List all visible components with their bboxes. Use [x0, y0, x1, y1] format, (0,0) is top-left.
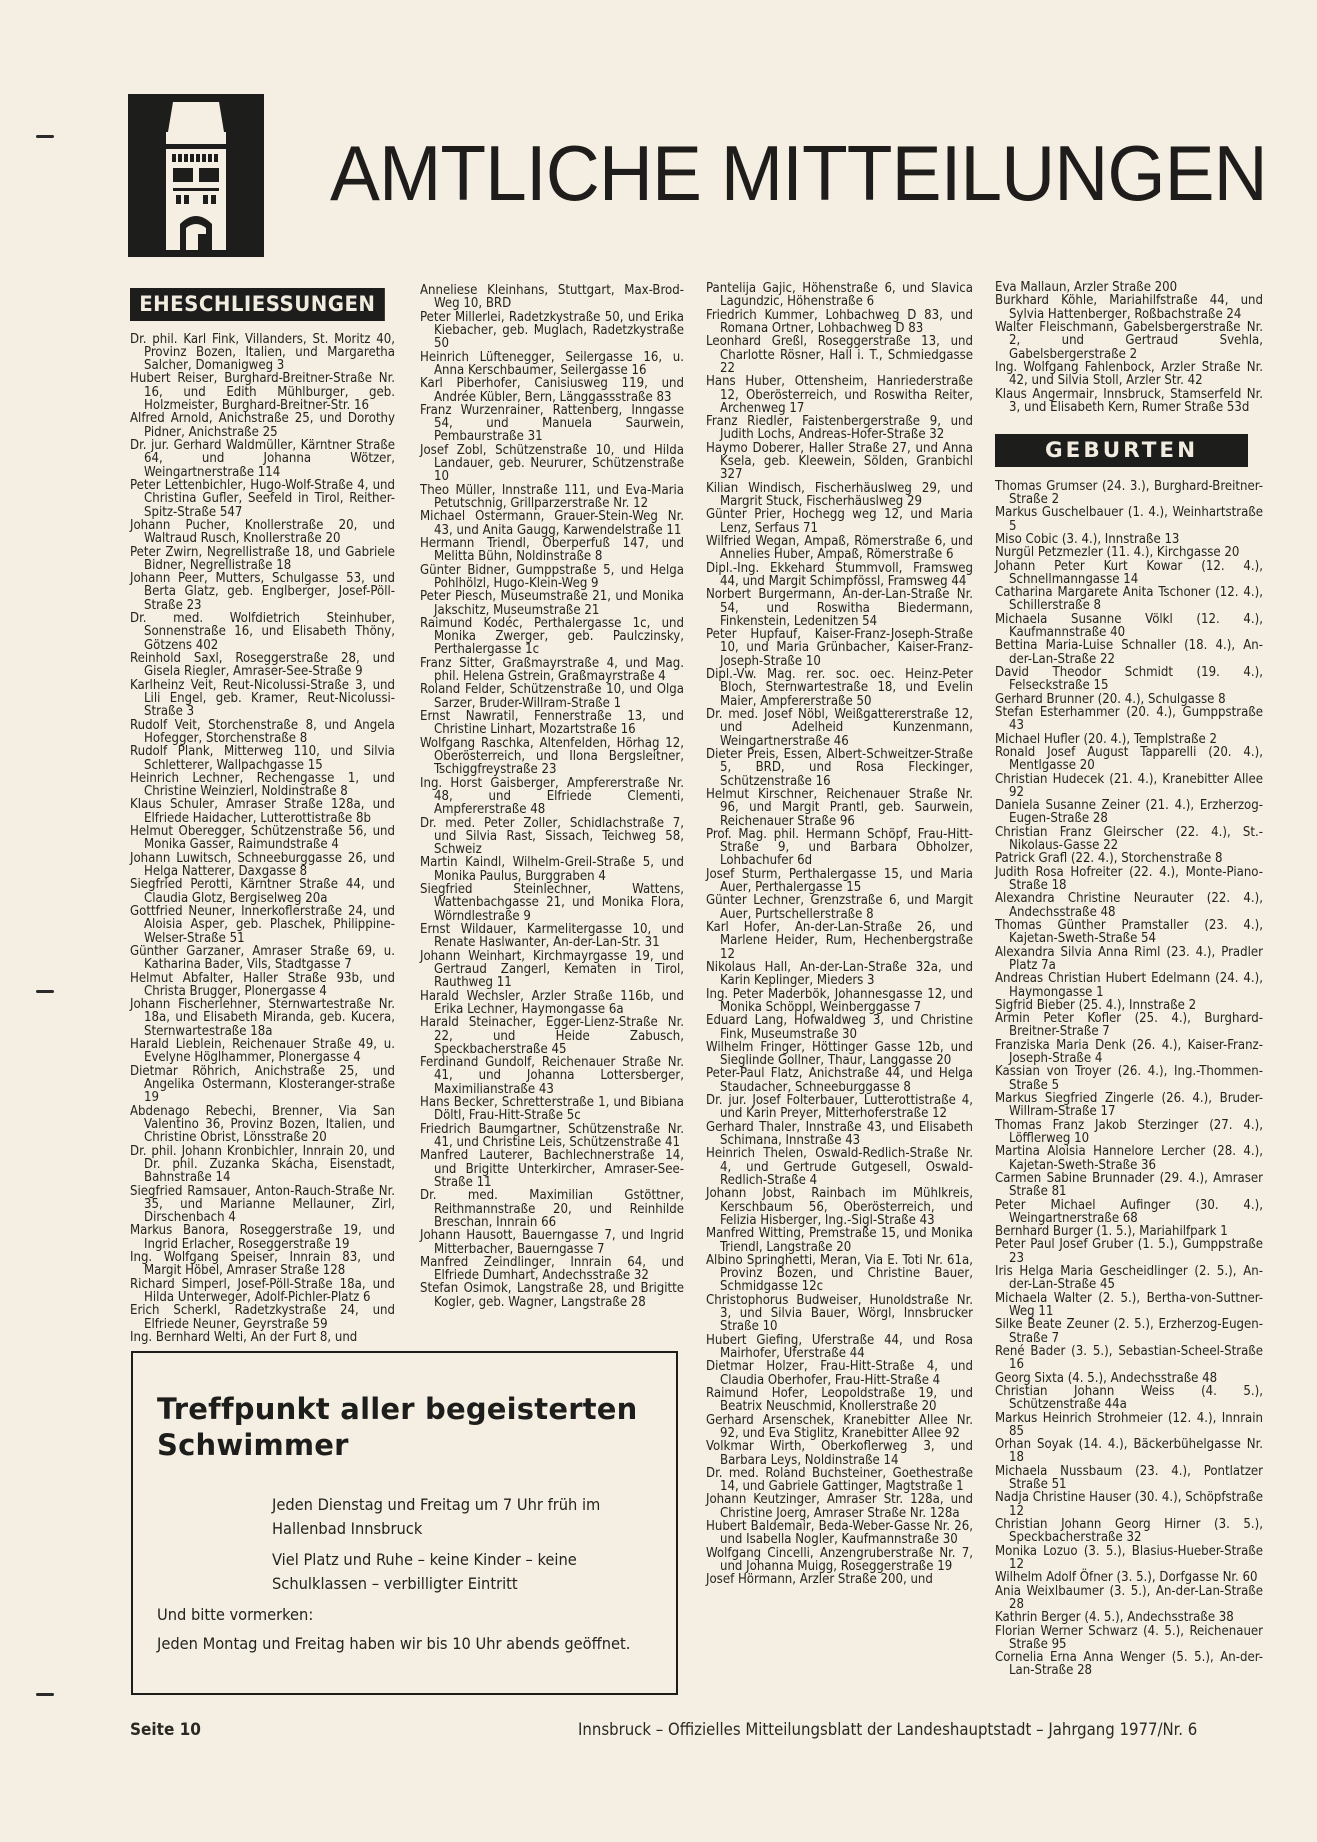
marriage-entry: Markus Banora, Roseggerstraße 19, und Ingrid Erlacher, Roseggerstraße 19: [130, 1223, 395, 1252]
marriage-entry: Harald Lieblein, Reichenauer Straße 49, u. Evelyne Höglhammer, Plonergasse 4: [130, 1037, 395, 1066]
marriage-entry: Karl Hofer, An-der-Lan-Straße 26, und Marlene Heider, Rum, Hechenbergstraße 12: [706, 920, 973, 962]
marriage-entry: Peter Piesch, Museumstraße 21, und Monika Jakschitz, Museumstraße 21: [420, 589, 684, 618]
marriage-entry: Albino Springhetti, Meran, Via E. Toti Nr. 61a, Provinz Bozen, und Christine Bauer, Schmidgasse 12c: [706, 1252, 973, 1295]
marriage-entry: Wilhelm Fringer, Höttinger Gasse 12b, und Sieglinde Gollner, Thaur, Langgasse 20: [706, 1039, 973, 1069]
marriage-entry: Helmut Abfalter, Haller Straße 93b, und Christa Brugger, Plonergasse 4: [130, 970, 395, 999]
marriage-entry: Johann Luwitsch, Schneeburggasse 26, und Helga Natterer, Daxgasse 8: [130, 850, 395, 879]
marriage-entry: Gerhard Thaler, Innstraße 43, und Elisabeth Schimana, Innstraße 43: [706, 1119, 973, 1148]
column-3: [706, 282, 973, 1587]
birth-entry: Christian Franz Gleirscher (22. 4.), St.-Nikolaus-Gasse 22: [995, 824, 1263, 854]
marriages-list-4: [995, 281, 1263, 414]
publication-footer: Innsbruck – Offizielles Mitteilungsblatt der Landeshauptstadt – Jahrgang 1977/Nr. 6: [578, 1720, 1198, 1739]
birth-entry: Florian Werner Schwarz (4. 5.), Reichenauer Straße 95: [995, 1623, 1263, 1652]
marriage-entry: Franz Wurzenrainer, Rattenberg, Inngasse 54, und Manuela Saurwein, Pembaurstraße 31: [420, 402, 684, 445]
birth-entry: Bettina Maria-Luise Schnaller (18. 4.), An-der-Lan-Straße 22: [995, 638, 1263, 667]
marriage-entry: Karl Piberhofer, Canisiusweg 119, und Andrée Kübler, Bern, Länggassstraße 83: [420, 376, 684, 405]
birth-entry: Silke Beate Zeuner (2. 5.), Erzherzog-Eugen-Straße 7: [995, 1317, 1263, 1346]
birth-entry: Christian Johann Weiss (4. 5.), Schützenstraße 44a: [995, 1383, 1263, 1413]
birth-entry: Stefan Esterhammer (20. 4.), Gumppstraße 43: [995, 704, 1263, 734]
marriage-entry: Josef Zobl, Schützenstraße 10, und Hilda Landauer, geb. Neururer, Schützenstraße 10: [420, 442, 684, 485]
birth-entry: Orhan Soyak (14. 4.), Bäckerbühelgasse Nr. 18: [995, 1437, 1263, 1466]
birth-entry: Armin Peter Kofler (25. 4.), Burghard-Breitner-Straße 7: [995, 1011, 1263, 1040]
marriage-entry: Nikolaus Hall, An-der-Lan-Straße 32a, und Karin Keplinger, Mieders 3: [706, 959, 973, 989]
marriage-entry: Johann Jobst, Rainbach im Mühlkreis, Kerschbaum 56, Oberösterreich, und Felizia Hisberger, Ing.-Sigl-Straße 43: [706, 1186, 973, 1228]
marriage-entry: Johann Fischerlehner, Sternwartestraße Nr. 18a, und Elisabeth Miranda, geb. Kucera, Sternwartestraße 18a: [130, 997, 395, 1039]
marriage-entry: Dietmar Röhrich, Anichstraße 25, und Angelika Ostermann, Klosteranger-straße 19: [130, 1063, 395, 1106]
margin-mark: [36, 990, 54, 993]
marriage-entry: Theo Müller, Innstraße 111, und Eva-Maria Petutschnig, Grillparzerstraße Nr. 12: [420, 482, 684, 511]
marriage-entry: Wilfried Wegan, Ampaß, Römerstraße 6, und Annelies Huber, Ampaß, Römerstraße 6: [706, 533, 973, 563]
marriage-entry: Rudolf Plank, Mitterweg 110, und Silvia Schletterer, Wallpachgasse 15: [130, 744, 395, 773]
birth-entry: Kassian von Troyer (26. 4.), Ing.-Thommen-Straße 5: [995, 1064, 1263, 1093]
birth-entry: Cornelia Erna Anna Wenger (5. 5.), An-der-Lan-Straße 28: [995, 1650, 1263, 1679]
marriage-entry: Siegfried Steinlechner, Wattens, Wattenbachgasse 21, und Monika Flora, Wörndlestraße 9: [420, 882, 684, 924]
marriage-entry: Norbert Burgermann, An-der-Lan-Straße Nr. 54, und Roswitha Biedermann, Finkenstein, Ledenitzen 54: [706, 587, 973, 629]
marriage-entry: Hans Huber, Ottensheim, Hanriederstraße 12, Oberösterreich, und Roswitha Reiter, Archenweg 17: [706, 374, 973, 416]
birth-entry: Michaela Susanne Völkl (12. 4.), Kaufmannstraße 40: [995, 611, 1263, 641]
marriage-entry: Anneliese Kleinhans, Stuttgart, Max-Brod-Weg 10, BRD: [420, 283, 684, 312]
birth-entry: Peter Paul Josef Gruber (1. 5.), Gumppstraße 23: [995, 1237, 1263, 1266]
marriage-entry: Dr. jur. Josef Folterbauer, Lutterottistraße 4, und Karin Preyer, Mitterhoferstraße 12: [706, 1093, 973, 1122]
birth-entry: Daniela Susanne Zeiner (21. 4.), Erzherzog-Eugen-Straße 28: [995, 798, 1263, 827]
marriage-entry: Günter Lechner, Grenzstraße 6, und Margit Auer, Purtschellerstraße 8: [706, 893, 973, 922]
birth-entry: Martina Aloisia Hannelore Lercher (28. 4.), Kajetan-Sweth-Straße 36: [995, 1144, 1263, 1173]
births-list: [995, 480, 1263, 1678]
page-title: AMTLICHE MITTEILUNGEN: [330, 129, 1267, 217]
marriage-entry: Ernst Wildauer, Karmelitergasse 10, und Renate Haslwanter, An-der-Lan-Str. 31: [420, 922, 684, 951]
marriage-entry: Eva Mallaun, Arzler Straße 200: [995, 280, 1178, 295]
margin-mark: [36, 1693, 54, 1696]
birth-entry: Alexandra Christine Neurauter (22. 4.), Andechsstraße 48: [995, 891, 1263, 920]
marriage-entry: Pantelija Gajic, Höhenstraße 6, und Slavica Lagundzic, Höhenstraße 6: [706, 281, 973, 310]
marriage-entry: Günther Garzaner, Amraser Straße 69, u. Katharina Bader, Vils, Stadtgasse 7: [130, 943, 395, 973]
birth-entry: Sigfrid Bieber (25. 4.), Innstraße 2: [995, 997, 1197, 1013]
marriage-entry: Erich Scherkl, Radetzkystraße 24, und Elfriede Neuner, Geyrstraße 59: [130, 1303, 395, 1332]
marriage-entry: Johann Pucher, Knollerstraße 20, und Waltraud Rusch, Knollerstraße 20: [130, 517, 395, 547]
birth-entry: David Theodor Schmidt (19. 4.), Felseckstraße 15: [995, 665, 1263, 694]
ad-line: Viel Platz und Ruhe – keine Kinder – keine Schulklassen – verbilligter Eintritt: [272, 1550, 577, 1593]
section-heading-marriages: EHESCHLIESSUNGEN: [130, 288, 385, 321]
marriage-entry: Dr. med. Wolfdietrich Steinhuber, Sonnenstraße 16, und Elisabeth Thöny, Götzens 402: [130, 611, 395, 653]
marriage-entry: Manfred Lauterer, Bachlechnerstraße 14, und Brigitte Unterkircher, Amraser-See-Straße 11: [420, 1148, 684, 1190]
marriage-entry: Günter Prier, Hochegg weg 12, und Maria Lenz, Serfaus 71: [706, 507, 973, 536]
birth-entry: Ronald Josef August Tapparelli (20. 4.), Mentlgasse 20: [995, 744, 1263, 774]
marriage-entry: Dipl.-Vw. Mag. rer. soc. oec. Heinz-Peter Bloch, Sternwartestraße 18, und Evelin Maier, Ampfererstraße 50: [706, 667, 973, 709]
marriage-entry: Dr. med. Maximilian Gstöttner, Reithmannstraße 20, und Reinhilde Breschan, Innrain 66: [420, 1188, 684, 1230]
birth-entry: René Bader (3. 5.), Sebastian-Scheel-Straße 16: [995, 1343, 1263, 1373]
birth-entry: Franziska Maria Denk (26. 4.), Kaiser-Franz-Joseph-Straße 4: [995, 1037, 1263, 1067]
birth-entry: Carmen Sabine Brunnader (29. 4.), Amraser Straße 81: [995, 1170, 1263, 1200]
marriage-entry: Peter Hupfauf, Kaiser-Franz-Joseph-Straße 10, und Maria Grünbacher, Kaiser-Franz-Joseph-Straße 10: [706, 627, 973, 669]
ad-line: Jeden Montag und Freitag haben wir bis 10 Uhr abends geöffnet.: [157, 1634, 631, 1653]
marriage-entry: Hubert Giefing, Uferstraße 44, und Rosa Mairhofer, Uferstraße 44: [706, 1332, 973, 1361]
marriage-entry: Ing. Wolfgang Speiser, Innrain 83, und Margit Höbel, Amraser Straße 128: [130, 1250, 395, 1279]
birth-entry: Markus Siegfried Zingerle (26. 4.), Bruder-Willram-Straße 17: [995, 1091, 1263, 1120]
birth-entry: Andreas Christian Hubert Edelmann (24. 4.), Haymongasse 1: [995, 971, 1263, 1000]
margin-mark: [36, 135, 54, 138]
birth-entry: Ania Weixlbaumer (3. 5.), An-der-Lan-Straße 28: [995, 1583, 1263, 1612]
birth-entry: Catharina Margarete Anita Tschoner (12. 4.), Schillerstraße 8: [995, 585, 1263, 614]
marriage-entry: Raimund Hofer, Leopoldstraße 19, und Beatrix Neuschmid, Knollerstraße 20: [706, 1385, 973, 1415]
marriage-entry: Friedrich Baumgartner, Schützenstraße Nr. 41, und Christine Leis, Schützenstraße 41: [420, 1121, 684, 1150]
marriage-entry: Gerhard Arsenschek, Kranebitter Allee Nr. 92, und Eva Stiglitz, Kranebitter Allee 92: [706, 1412, 973, 1441]
marriage-entry: Roland Felder, Schützenstraße 10, und Olga Sarzer, Bruder-Willram-Straße 1: [420, 682, 684, 711]
marriage-entry: Haymo Doberer, Haller Straße 27, und Anna Ksela, geb. Kleewein, Sölden, Granbichl 327: [706, 440, 973, 483]
marriage-entry: Manfred Zeindlinger, Innrain 64, und Elfriede Dumhart, Andechsstraße 32: [420, 1254, 684, 1284]
birth-entry: Thomas Grumser (24. 3.), Burghard-Breitner-Straße 2: [995, 478, 1263, 507]
marriage-entry: Harald Wechsler, Arzler Straße 116b, und Erika Lechner, Haymongasse 6a: [420, 988, 684, 1017]
marriage-entry: Johann Hausott, Bauerngasse 7, und Ingrid Mitterbacher, Bauerngasse 7: [420, 1228, 684, 1257]
birth-entry: Miso Cobic (3. 4.), Innstraße 13: [995, 531, 1180, 547]
marriage-entry: Dr. phil. Karl Fink, Villanders, St. Moritz 40, Provinz Bozen, Italien, und Margaretha Salcher, Domanigweg 3: [130, 331, 395, 374]
column-4: [995, 281, 1263, 1678]
marriage-entry: Heinrich Lechner, Rechengasse 1, und Christine Weinzierl, Noldinstraße 8: [130, 770, 395, 800]
marriage-entry: Christophorus Budweiser, Hunoldstraße Nr. 3, und Silvia Bauer, Wörgl, Innsbrucker Straße 10: [706, 1292, 973, 1335]
birth-entry: Nurgül Petzmezler (11. 4.), Kirchgasse 20: [995, 545, 1240, 561]
marriage-entry: Johann Keutzinger, Amraser Str. 128a, und Christine Joerg, Amraser Straße Nr. 128a: [706, 1492, 973, 1521]
marriage-entry: Dr. jur. Gerhard Waldmüller, Kärntner Straße 64, und Johanna Wötzer, Weingartnerstraße 114: [130, 438, 395, 480]
marriage-entry: Leonhard Greßl, Roseggerstraße 13, und Charlotte Rösner, Hall i. T., Schmiedgasse 22: [706, 334, 973, 376]
marriage-entry: Dipl.-Ing. Ekkehard Stummvoll, Framsweg 44, und Margit Schimpfössl, Framsweg 44: [706, 560, 973, 589]
birth-entry: Iris Helga Maria Gescheidlinger (2. 5.), An-der-Lan-Straße 45: [995, 1264, 1263, 1293]
marriage-entry: Klaus Angermair, Innsbruck, Stamserfeld Nr. 3, und Elisabeth Kern, Rumer Straße 53d: [995, 386, 1263, 415]
marriage-entry: Helmut Oberegger, Schützenstraße 56, und Monika Gasser, Raimundstraße 4: [130, 824, 395, 853]
birth-entry: Nadja Christine Hauser (30. 4.), Schöpfstraße 12: [995, 1490, 1263, 1519]
marriage-entry: Alfred Arnold, Anichstraße 25, und Dorothy Pidner, Anichstraße 25: [130, 411, 395, 440]
birth-entry: Bernhard Burger (1. 5.), Mariahilfpark 1: [995, 1224, 1228, 1240]
marriage-entry: Hermann Triendl, Oberperfuß 147, und Melitta Bühn, Noldinstraße 8: [420, 535, 684, 565]
marriage-entry: Harald Steinacher, Egger-Lienz-Straße Nr. 22, und Heide Zabusch, Speckbacherstraße 45: [420, 1015, 684, 1057]
marriage-entry: Dr. med. Roland Buchsteiner, Goethestraße 14, und Gabriele Gattinger, Magtstraße 1: [706, 1465, 973, 1495]
marriage-entry: Richard Simperl, Josef-Pöll-Straße 18a, und Hilda Unterweger, Adolf-Pichler-Platz 6: [130, 1276, 395, 1305]
marriage-entry: Hubert Reiser, Burghard-Breitner-Straße Nr. 16, und Edith Mühlburger, geb. Holzmeister, Burghard-Breitner-Str. 16: [130, 371, 395, 414]
column-1: [130, 286, 395, 1344]
birth-entry: Markus Heinrich Strohmeier (12. 4.), Innrain 85: [995, 1410, 1263, 1439]
marriage-entry: Klaus Schuler, Amraser Straße 128a, und Elfriede Haidacher, Lutterottistraße 8b: [130, 797, 395, 826]
marriage-entry: Kilian Windisch, Fischerhäuslweg 29, und Margrit Stuck, Fischerhäuslweg 29: [706, 480, 973, 509]
marriage-entry: Raimund Kodéc, Perthalergasse 1c, und Monika Zwerger, geb. Paulczinsky, Perthalergasse 1c: [420, 615, 684, 658]
marriage-entry: Ferdinand Gundolf, Reichenauer Straße Nr. 41, und Johanna Lottersberger, Maximilianstraße 43: [420, 1055, 684, 1097]
advertisement-box: [131, 1351, 678, 1695]
marriage-entry: Peter Zwirn, Negrellistraße 18, und Gabriele Bidner, Negrellistraße 18: [130, 544, 395, 573]
page-number: Seite 10: [130, 1720, 201, 1740]
marriage-entry: Günter Bidner, Gumppstraße 5, und Helga Pohlhölzl, Hugo-Klein-Weg 9: [420, 562, 684, 591]
marriage-entry: Walter Fleischmann, Gabelsbergerstraße Nr. 2, und Gertraud Svehla, Gabelsbergerstraße 2: [995, 319, 1263, 362]
marriage-entry: Eduard Lang, Hofwaldweg 3, und Christine Fink, Museumstraße 30: [706, 1013, 973, 1042]
birth-entry: Monika Lozuo (3. 5.), Blasius-Hueber-Straße 12: [995, 1543, 1263, 1572]
marriage-entry: Reinhold Saxl, Roseggerstraße 28, und Gisela Riegler, Amraser-See-Straße 9: [130, 651, 395, 680]
birth-entry: Thomas Franz Jakob Sterzinger (27. 4.), Löfflerweg 10: [995, 1117, 1263, 1146]
ad-title: Treffpunkt aller begeisterten Schwimmer: [157, 1392, 638, 1462]
ad-line: Und bitte vormerken:: [157, 1605, 314, 1624]
birth-entry: Alexandra Silvia Anna Riml (23. 4.), Pradler Platz 7a: [995, 944, 1263, 973]
marriage-entry: Manfred Witting, Premstraße 15, und Monika Triendl, Langstraße 20: [706, 1226, 973, 1255]
marriage-entry: Hans Becker, Schretterstraße 1, und Bibiana Döltl, Frau-Hitt-Straße 5c: [420, 1095, 684, 1124]
marriage-entry: Ing. Horst Gaisberger, Ampfererstraße Nr. 48, und Elfriede Clementi, Ampfererstraße 48: [420, 775, 684, 818]
birth-entry: Markus Guschelbauer (1. 4.), Weinhartstraße 5: [995, 505, 1263, 534]
marriage-entry: Ernst Nawratil, Fennerstraße 13, und Christine Linhart, Mozartstraße 16: [420, 709, 684, 738]
marriage-entry: Hubert Baldemair, Beda-Weber-Gasse Nr. 26, und Isabella Nogler, Kaufmannstraße 30: [706, 1519, 973, 1548]
marriage-entry: Josef Hörmann, Arzler Straße 200, und: [706, 1572, 933, 1588]
birth-entry: Johann Peter Kurt Kowar (12. 4.), Schnellmanngasse 14: [995, 558, 1263, 587]
birth-entry: Michael Hufler (20. 4.), Templstraße 2: [995, 731, 1217, 747]
marriage-entry: Peter Lettenbichler, Hugo-Wolf-Straße 4, und Christina Gufler, Seefeld in Tirol, Reither-Spitz-Straße 547: [130, 477, 395, 520]
ad-line: Jeden Dienstag und Freitag um 7 Uhr früh im Hallenbad Innsbruck: [272, 1495, 601, 1538]
birth-entry: Kathrin Berger (4. 5.), Andechsstraße 38: [995, 1610, 1234, 1626]
marriage-entry: Prof. Mag. phil. Hermann Schöpf, Frau-Hitt-Straße 9, und Barbara Obholzer, Lohbachufer 6d: [706, 826, 973, 869]
marriage-entry: Rudolf Veit, Storchenstraße 8, und Angela Hofegger, Storchenstraße 8: [130, 717, 395, 746]
marriage-entry: Heinrich Lüftenegger, Seilergasse 16, u. Anna Kerschbaumer, Seilergasse 16: [420, 349, 684, 378]
section-heading-births: GEBURTEN: [995, 434, 1248, 467]
marriage-entry: Dietmar Holzer, Frau-Hitt-Straße 4, und Claudia Oberhofer, Frau-Hitt-Straße 4: [706, 1359, 973, 1388]
marriage-entry: Siegfried Perotti, Kärntner Straße 44, und Claudia Glotz, Bergiselweg 20a: [130, 877, 395, 906]
marriage-entry: Michael Ostermann, Grauer-Stein-Weg Nr. 43, und Anita Gaugg, Karwendelstraße 11: [420, 509, 684, 538]
marriage-entry: Johann Peer, Mutters, Schulgasse 53, und Berta Glatz, geb. Englberger, Josef-Pöll-Straße 23: [130, 571, 395, 613]
marriage-entry: Abdenago Rebechi, Brenner, Via San Valentino 36, Provinz Bozen, Italien, und Christine Obrist, Lönsstraße 20: [130, 1103, 395, 1146]
birth-entry: Thomas Günther Pramstaller (23. 4.), Kajetan-Sweth-Straße 54: [995, 917, 1263, 947]
marriage-entry: Dieter Preis, Essen, Albert-Schweitzer-Straße 5, BRD, und Rosa Fleckinger, Schützenstraße 16: [706, 746, 973, 789]
birth-entry: Judith Rosa Hofreiter (22. 4.), Monte-Piano-Straße 18: [995, 864, 1263, 893]
marriage-entry: Helmut Kirschner, Reichenauer Straße Nr. 96, und Margit Prantl, geb. Saurwein, Reichenauer Straße 96: [706, 786, 973, 829]
marriage-entry: Johann Weinhart, Kirchmayrgasse 19, und Gertraud Zangerl, Kematen in Tirol, Rauthweg 11: [420, 948, 684, 991]
marriage-entry: Peter-Paul Flatz, Anichstraße 44, und Helga Staudacher, Schneeburggasse 8: [706, 1066, 973, 1095]
marriage-entry: Franz Riedler, Faistenbergerstraße 9, und Judith Lochs, Andreas-Hofer-Straße 32: [706, 414, 973, 443]
marriage-entry: Heinrich Thelen, Oswald-Redlich-Straße Nr. 4, und Gertrude Gutgesell, Oswald-Redlich-Straße 4: [706, 1146, 973, 1188]
marriages-list-2: [420, 284, 684, 1309]
birth-entry: Christian Hudecek (21. 4.), Kranebitter Allee 92: [995, 771, 1263, 800]
marriage-entry: Ing. Wolfgang Fahlenbock, Arzler Straße Nr. 42, und Silvia Stoll, Arzler Str. 42: [995, 359, 1263, 389]
birth-entry: Christian Johann Georg Hirner (3. 5.), Speckbacherstraße 32: [995, 1517, 1263, 1546]
marriage-entry: Karlheinz Veit, Reut-Nicolussi-Straße 3, und Lili Engel, geb. Kramer, Reut-Nicolussi-Straße 3: [130, 677, 395, 720]
marriage-entry: Dr. med. Josef Nöbl, Weißgattererstraße 12, und Adelheid Kunzenmann, Weingartnerstraße 46: [706, 707, 973, 749]
marriage-entry: Martin Kaindl, Wilhelm-Greil-Straße 5, und Monika Paulus, Burggraben 4: [420, 855, 684, 884]
marriage-entry: Peter Millerlei, Radetzkystraße 50, und Erika Kiebacher, geb. Muglach, Radetzkystraße 50: [420, 309, 684, 352]
marriage-entry: Dr. phil. Johann Kronbichler, Innrain 20, und Dr. phil. Zuzanka Skácha, Eisenstadt, Bahnstraße 14: [130, 1143, 395, 1186]
marriage-entry: Ing. Peter Maderbök, Johannesgasse 12, und Monika Schöppl, Weinberggasse 7: [706, 986, 973, 1015]
city-tower-logo-icon: [128, 94, 264, 257]
birth-entry: Georg Sixta (4. 5.), Andechsstraße 48: [995, 1370, 1218, 1386]
marriage-entry: Wolfgang Cincelli, Anzengruberstraße Nr. 7, und Johanna Muigg, Roseggerstraße 19: [706, 1545, 973, 1574]
marriage-entry: Stefan Osimok, Langstraße 28, und Brigitte Kogler, geb. Wagner, Langstraße 28: [420, 1281, 684, 1310]
marriage-entry: Siegfried Ramsauer, Anton-Rauch-Straße Nr. 35, und Marianne Mellauner, Zirl, Dirschenbach 4: [130, 1183, 395, 1226]
birth-entry: Peter Michael Aufinger (30. 4.), Weingartnerstraße 68: [995, 1197, 1263, 1226]
birth-entry: Gerhard Brunner (20. 4.), Schulgasse 8: [995, 691, 1226, 707]
birth-entry: Michaela Walter (2. 5.), Bertha-von-Suttner-Weg 11: [995, 1290, 1263, 1319]
marriage-entry: Gottfried Neuner, Innerkoflerstraße 24, und Aloisia Asper, geb. Plaschek, Philippine-Welser-Straße 51: [130, 903, 395, 946]
marriages-list-1: [130, 333, 395, 1345]
birth-entry: Patrick Grafl (22. 4.), Storchenstraße 8: [995, 851, 1223, 867]
birth-entry: Wilhelm Adolf Öfner (3. 5.), Dorfgasse Nr. 60: [995, 1570, 1258, 1586]
marriage-entry: Wolfgang Raschka, Altenfelden, Hörhag 12, Oberösterreich, und Ilona Bergsleitner, Tschiggfreystraße 23: [420, 735, 684, 778]
marriage-entry: Friedrich Kummer, Lohbachweg D 83, und Romana Ortner, Lohbachweg D 83: [706, 307, 973, 336]
marriage-entry: Volkmar Wirth, Oberkoflerweg 3, und Barbara Leys, Noldinstraße 14: [706, 1439, 973, 1468]
column-2: [420, 284, 684, 1309]
marriage-entry: Burkhard Köhle, Mariahilfstraße 44, und Sylvia Hattenberger, Roßbachstraße 24: [995, 293, 1263, 322]
marriage-entry: Ing. Bernhard Welti, An der Furt 8, und: [130, 1329, 358, 1345]
marriage-entry: Josef Sturm, Perthalergasse 15, und Maria Auer, Perthalergasse 15: [706, 866, 973, 896]
marriage-entry: Franz Sitter, Graßmayrstraße 4, und Mag. phil. Helena Gstrein, Graßmayrstraße 4: [420, 655, 684, 685]
marriage-entry: Dr. med. Peter Zoller, Schidlachstraße 7, und Silvia Rast, Sissach, Teichweg 58, Schweiz: [420, 815, 684, 858]
marriages-list-3: [706, 282, 973, 1587]
birth-entry: Michaela Nussbaum (23. 4.), Pontlatzer Straße 51: [995, 1463, 1263, 1493]
